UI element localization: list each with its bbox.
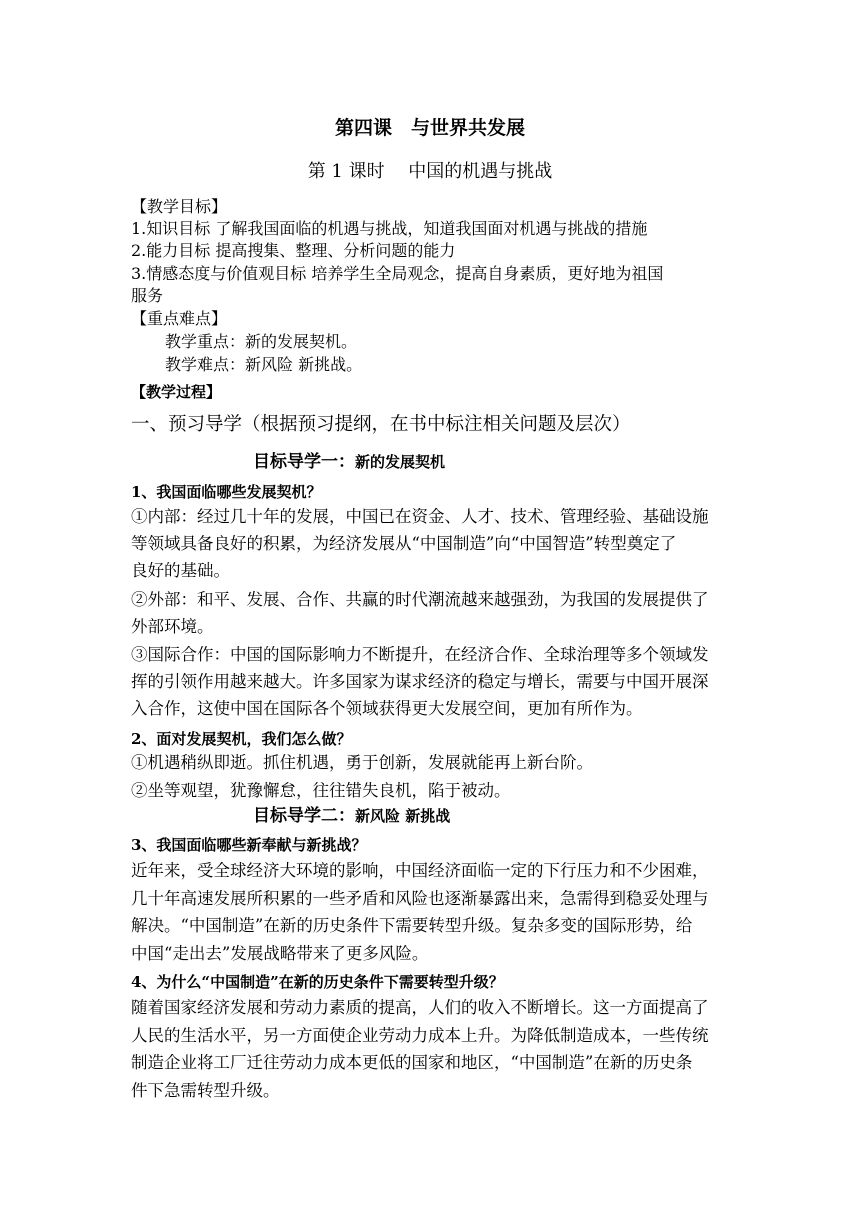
paragraph-line: 良好的基础。 <box>131 561 230 580</box>
paragraph-line: 等领域具备良好的积累，为经济发展从“中国制造”向“中国智造”转型奠定了 <box>131 534 677 553</box>
teaching-focus: 教学重点：新的发展契机。 <box>165 332 358 351</box>
paragraph-line: 几十年高速发展所积累的一些矛盾和风险也逐渐暴露出来，急需得到稳妥处理与 <box>131 889 709 908</box>
objective-item: 2.能力目标 提高搜集、整理、分析问题的能力 <box>131 241 456 260</box>
goal-heading-2 <box>253 806 450 826</box>
objective-item: 3.情感态度与价值观目标 培养学生全局观念，提高自身素质，更好地为祖国 <box>131 264 664 283</box>
key-points-heading: 【重点难点】 <box>131 309 228 328</box>
question-2: 2、面对发展契机，我们怎么做？ <box>131 730 352 748</box>
paragraph-line: 制造企业将工厂迁往劳动力成本更低的国家和地区，“中国制造”在新的历史条 <box>131 1053 693 1072</box>
goal-label: 目标导学一： <box>253 452 355 472</box>
question-3: 3、我国面临哪些新奉献与新挑战？ <box>131 836 367 854</box>
paragraph-line: 人民的生活水平，另一方面使企业劳动力成本上升。为降低制造成本，一些传统 <box>131 1026 709 1045</box>
process-heading: 【教学过程】 <box>131 383 222 401</box>
lesson-title: 第四课 与世界共发展 <box>334 117 525 139</box>
paragraph-line: 外部环境。 <box>131 617 214 636</box>
goal-topic: 新风险 新挑战 <box>355 807 451 825</box>
objective-item: 1.知识目标 了解我国面临的机遇与挑战，知道我国面对机遇与挑战的措施 <box>131 219 648 238</box>
paragraph-line: 入合作，这使中国在国际各个领域获得更大发展空间，更加有所作为。 <box>131 699 643 718</box>
paragraph-line: ①内部：经过几十年的发展，中国已在资金、人才、技术、管理经验、基础设施 <box>131 507 709 526</box>
paragraph-line: ②坐等观望，犹豫懈怠，往往错失良机，陷于被动。 <box>131 781 511 800</box>
paragraph-line: 挥的引领作用越来越大。许多国家为谋求经济的稳定与增长，需要与中国开展深 <box>131 672 709 691</box>
paragraph-line: 近年来，受全球经济大环境的影响，中国经济面临一定的下行压力和不少困难， <box>131 861 709 880</box>
question-4: 4、为什么“中国制造”在新的历史条件下需要转型升级？ <box>131 973 504 991</box>
section-heading: 一、预习导学（根据预习提纲，在书中标注相关问题及层次） <box>131 414 631 435</box>
paragraph-line: 随着国家经济发展和劳动力素质的提高，人们的收入不断增长。这一方面提高了 <box>131 998 709 1017</box>
goal-label: 目标导学二： <box>253 806 355 826</box>
objective-item: 服务 <box>131 286 164 305</box>
goal-topic: 新的发展契机 <box>355 453 446 471</box>
objectives-heading: 【教学目标】 <box>131 197 228 216</box>
paragraph-line: 中国“走出去”发展战略带来了更多风险。 <box>131 944 429 963</box>
lesson-subtitle: 第 1 课时 中国的机遇与挑战 <box>307 161 553 182</box>
paragraph-line: ②外部：和平、发展、合作、共赢的时代潮流越来越强劲，为我国的发展提供了 <box>131 590 709 609</box>
paragraph-line: 件下急需转型升级。 <box>131 1081 280 1100</box>
teaching-difficulty: 教学难点：新风险 新挑战。 <box>165 355 363 374</box>
goal-heading-1 <box>253 452 445 472</box>
paragraph-line: 解决。“中国制造”在新的历史条件下需要转型升级。复杂多变的国际形势，给 <box>131 916 693 935</box>
paragraph-line: ③国际合作：中国的国际影响力不断提升，在经济合作、全球治理等多个领域发 <box>131 645 709 664</box>
paragraph-line: ①机遇稍纵即逝。抓住机遇，勇于创新，发展就能再上新台阶。 <box>131 753 593 772</box>
question-1: 1、我国面临哪些发展契机？ <box>131 483 322 501</box>
